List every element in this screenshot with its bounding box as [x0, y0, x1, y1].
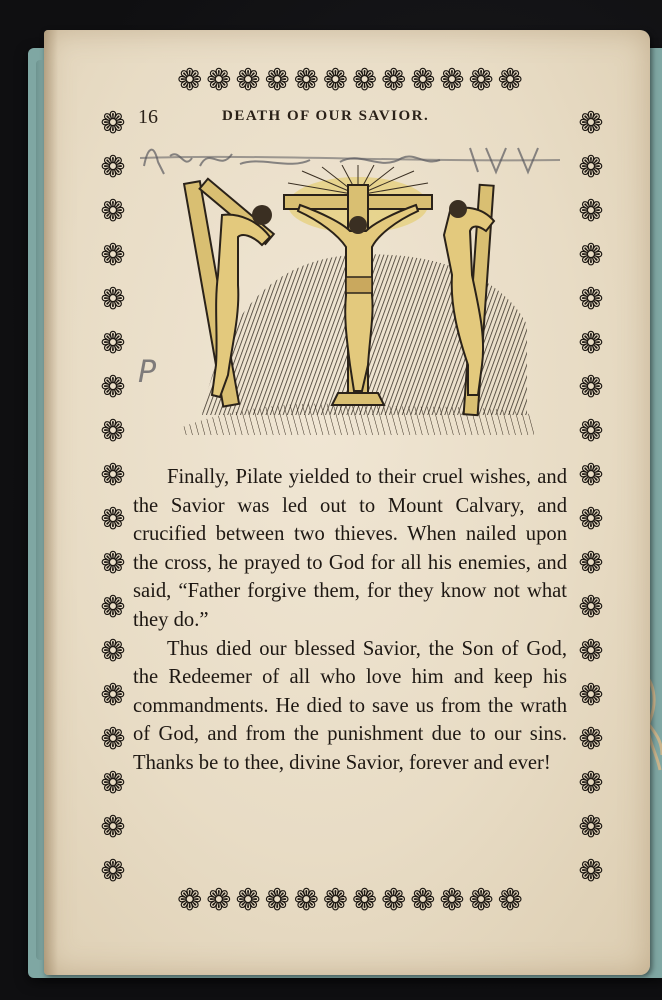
paragraph-1: Finally, Pilate yielded to their cruel wishes, and the Savior was led out to Mount Calvary, and crucified between two thieves. When nailed upon the cross, he prayed to God for all his enemies, and said, “Father forgive them, for they know not what they do.”: [133, 466, 567, 631]
border-bottom-ornament-icon: ❁❁❁❁❁❁❁❁❁❁❁❁: [177, 886, 527, 918]
border-left-ornament-icon: ❁❁❁❁❁❁❁❁❁❁❁❁❁❁❁❁❁❁: [100, 106, 126, 882]
running-title: DEATH OF OUR SAVIOR.: [222, 108, 430, 124]
border-top-ornament-icon: ❁❁❁❁❁❁❁❁❁❁❁❁: [177, 66, 527, 98]
pencil-margin-mark: P: [138, 355, 157, 390]
border-right-ornament-icon: ❁❁❁❁❁❁❁❁❁❁❁❁❁❁❁❁❁❁: [578, 106, 604, 882]
body-text: [133, 463, 567, 778]
page-gutter-shadow: [44, 30, 58, 975]
page-header: [138, 106, 568, 128]
crucifixion-woodcut-icon: [182, 165, 534, 435]
paragraph-2: Thus died our blessed Savior, the Son of God, the Redeemer of all who love him and keep his commandments. He died to save us from the wrath of God, and from the punishment due to our sins. Thanks be to thee, divine Savior, forever and ever!: [133, 637, 567, 774]
page-number: 16: [138, 106, 158, 128]
